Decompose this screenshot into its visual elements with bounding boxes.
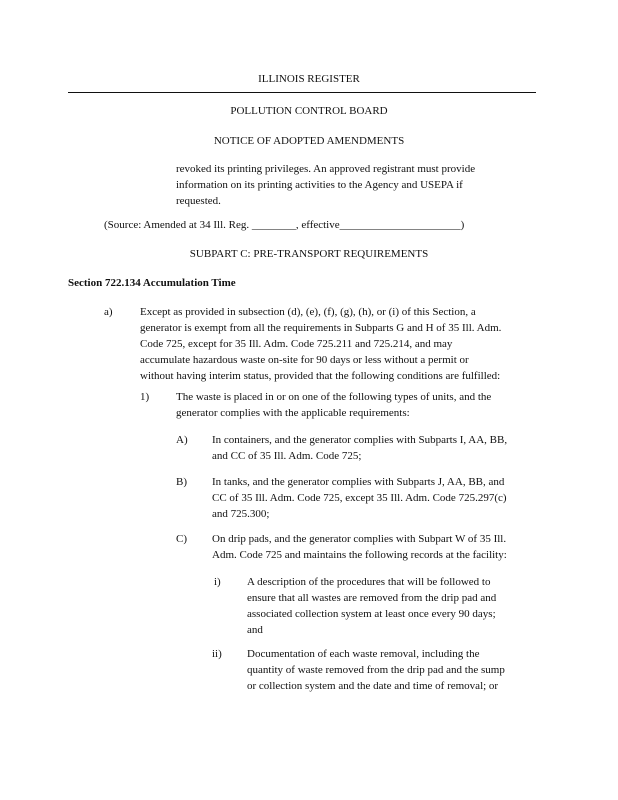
continuation-paragraph: [176, 161, 475, 209]
source-note: (Source: Amended at 34 Ill. Reg. ________, effective______________________): [104, 219, 465, 231]
text-line: Except as provided in subsection (d), (e), (f), (g), (h), or (i) of this Section, a: [140, 306, 476, 318]
section-heading: Section 722.134 Accumulation Time: [68, 277, 236, 289]
item-B-label: B): [176, 476, 187, 488]
subsection-a-text: [140, 304, 501, 384]
text-line: In containers, and the generator complies with Subparts I, AA, BB,: [212, 434, 508, 446]
item-1-text: [176, 389, 491, 421]
text-line: and 725.300;: [212, 508, 270, 520]
item-C-text: [212, 531, 507, 563]
text-line: generator is exempt from all the requirements in Subparts G and H of 35 Ill. Adm.: [140, 322, 502, 334]
item-C-label: C): [176, 533, 187, 545]
item-i-text: [247, 574, 496, 638]
item-i-label: i): [214, 576, 221, 588]
text-line: and CC of 35 Ill. Adm. Code 725;: [212, 450, 362, 462]
text-line: and: [247, 624, 263, 636]
item-A-label: A): [176, 434, 188, 446]
item-ii-text: [247, 646, 505, 694]
text-line: On drip pads, and the generator complies with Subpart W of 35 Ill.: [212, 533, 507, 545]
text-line: associated collection system at least once every 90 days;: [247, 608, 496, 620]
text-line: quantity of waste removed from the drip pad and the sump: [247, 664, 505, 676]
item-1-label: 1): [140, 391, 150, 403]
text-line: accumulate hazardous waste on-site for 90 days or less without a permit or: [140, 354, 469, 366]
text-line: without having interim status, provided that the following conditions are fulfilled:: [140, 370, 501, 382]
board-name: POLLUTION CONTROL BOARD: [230, 105, 388, 117]
text-line: ensure that all wastes are removed from the drip pad and: [247, 592, 497, 604]
item-ii-label: ii): [212, 648, 222, 660]
register-title: ILLINOIS REGISTER: [258, 73, 360, 85]
text-line: Adm. Code 725 and maintains the following records at the facility:: [212, 549, 507, 561]
text-line: revoked its printing privileges. An approved registrant must provide: [176, 163, 476, 175]
text-line: Documentation of each waste removal, including the: [247, 648, 480, 660]
subpart-heading: SUBPART C: PRE-TRANSPORT REQUIREMENTS: [189, 248, 429, 260]
text-line: The waste is placed in or on one of the following types of units, and the: [176, 391, 492, 403]
text-line: In tanks, and the generator complies with Subparts J, AA, BB, and: [212, 476, 505, 488]
notice-title: NOTICE OF ADOPTED AMENDMENTS: [213, 135, 405, 147]
text-line: requested.: [176, 195, 221, 207]
subsection-a-label: a): [104, 306, 113, 318]
text-line: or collection system and the date and time of removal; or: [247, 680, 499, 692]
text-line: Code 725, except for 35 Ill. Adm. Code 725.211 and 725.214, and may: [140, 338, 453, 350]
text-line: information on its printing activities to the Agency and USEPA if: [176, 179, 463, 191]
item-A-text: [212, 432, 507, 464]
text-line: generator complies with the applicable requirements:: [176, 407, 410, 419]
text-line: CC of 35 Ill. Adm. Code 725, except 35 Ill. Adm. Code 725.297(c): [212, 492, 507, 504]
header-rule: [68, 92, 536, 93]
item-B-text: [212, 474, 507, 522]
text-line: A description of the procedures that will be followed to: [247, 576, 491, 588]
